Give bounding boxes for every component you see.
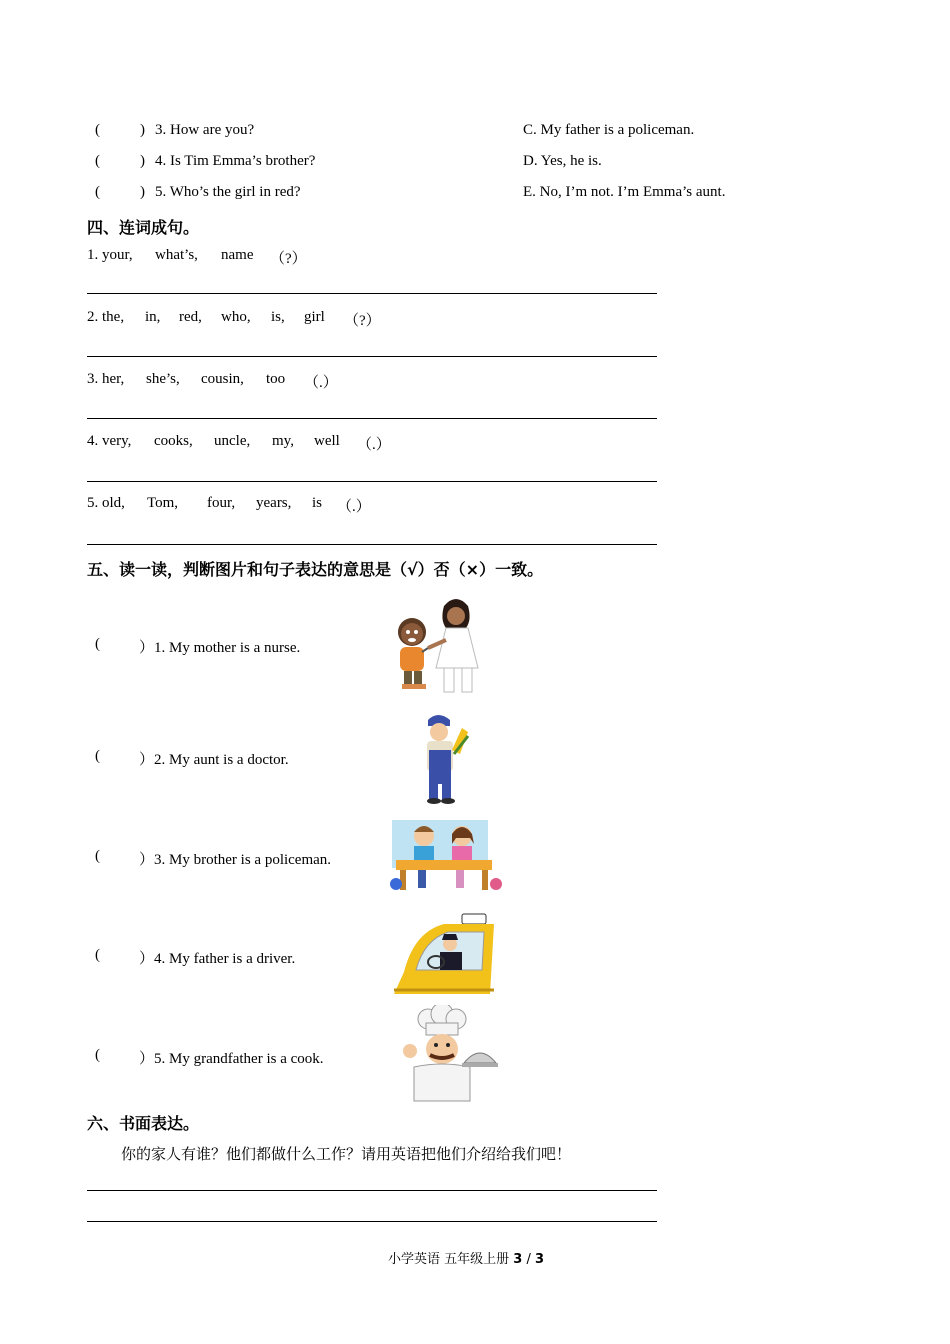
word: Tom,	[147, 495, 179, 511]
answer-paren-close: )	[140, 122, 145, 138]
judge-sentence: ）2. My aunt is a doctor.	[139, 752, 289, 768]
answer-line[interactable]	[87, 356, 657, 357]
word: in,	[145, 309, 161, 325]
answer-line[interactable]	[87, 481, 657, 482]
answer-paren-open: (	[95, 122, 100, 138]
answer-line[interactable]	[87, 544, 657, 545]
matching-answer: C. My father is a policeman.	[523, 122, 695, 138]
section6-heading: 六、书面表达。	[87, 1114, 200, 1133]
answer-paren-open[interactable]: (	[95, 748, 100, 764]
word: name	[221, 247, 254, 263]
footer-separator: /	[526, 1252, 531, 1267]
chef-picture	[398, 1005, 500, 1103]
word: 1. your,	[87, 247, 133, 263]
students-at-desk-picture	[388, 818, 504, 894]
matching-question: 3. How are you?	[155, 122, 255, 138]
word: cousin,	[201, 371, 244, 387]
word: cooks,	[154, 433, 193, 449]
matching-answer: E. No, I’m not. I’m Emma’s aunt.	[523, 184, 726, 200]
word: what’s,	[155, 247, 198, 263]
answer-paren-open[interactable]: (	[95, 636, 100, 652]
writing-line[interactable]	[87, 1190, 657, 1191]
matching-question: 5. Who’s the girl in red?	[155, 184, 301, 200]
word: 2. the,	[87, 309, 125, 325]
punctuation-hint: （.）	[304, 375, 338, 391]
word: my,	[272, 433, 294, 449]
writing-prompt: 你的家人有谁？他们都做什么工作？请用英语把他们介绍给我们吧！	[121, 1145, 572, 1163]
judge-sentence: ）1. My mother is a nurse.	[139, 640, 301, 656]
taxi-driver-picture	[390, 912, 498, 998]
nurse-and-boy-picture	[386, 592, 496, 698]
punctuation-hint: （.）	[337, 499, 371, 515]
farmer-with-corn-picture	[418, 710, 472, 804]
answer-paren-open[interactable]: (	[95, 947, 100, 963]
judge-sentence: ）4. My father is a driver.	[139, 951, 296, 967]
footer-label: 小学英语 五年级上册	[388, 1252, 510, 1267]
word: too	[266, 371, 286, 387]
word: 4. very,	[87, 433, 132, 449]
answer-paren-open: (	[95, 184, 100, 200]
punctuation-hint: （?）	[270, 251, 307, 267]
section4-heading: 四、连词成句。	[87, 218, 200, 237]
judge-sentence: ）5. My grandfather is a cook.	[139, 1051, 324, 1067]
word: who,	[221, 309, 251, 325]
word: well	[314, 433, 340, 449]
answer-paren-open: (	[95, 153, 100, 169]
word: four,	[207, 495, 236, 511]
matching-answer: D. Yes, he is.	[523, 153, 602, 169]
section5-heading: 五、读一读，判断图片和句子表达的意思是（√）否（×）一致。	[87, 560, 544, 579]
word: 3. her,	[87, 371, 125, 387]
answer-line[interactable]	[87, 293, 657, 294]
footer-page-number: 3	[513, 1252, 523, 1267]
punctuation-hint: （.）	[357, 437, 391, 453]
word: years,	[256, 495, 292, 511]
word: red,	[179, 309, 202, 325]
word: is	[312, 495, 323, 511]
page-footer	[388, 1248, 544, 1267]
answer-paren-open[interactable]: (	[95, 848, 100, 864]
matching-question: 4. Is Tim Emma’s brother?	[155, 153, 316, 169]
writing-line[interactable]	[87, 1221, 657, 1222]
answer-line[interactable]	[87, 418, 657, 419]
judge-sentence: ）3. My brother is a policeman.	[139, 852, 332, 868]
word: 5. old,	[87, 495, 125, 511]
word: uncle,	[214, 433, 251, 449]
word: girl	[304, 309, 325, 325]
answer-paren-close: )	[140, 153, 145, 169]
answer-paren-close: )	[140, 184, 145, 200]
answer-paren-open[interactable]: (	[95, 1047, 100, 1063]
footer-page-total: 3	[535, 1252, 545, 1267]
punctuation-hint: （?）	[344, 313, 381, 329]
word: she’s,	[146, 371, 180, 387]
word: is,	[271, 309, 285, 325]
